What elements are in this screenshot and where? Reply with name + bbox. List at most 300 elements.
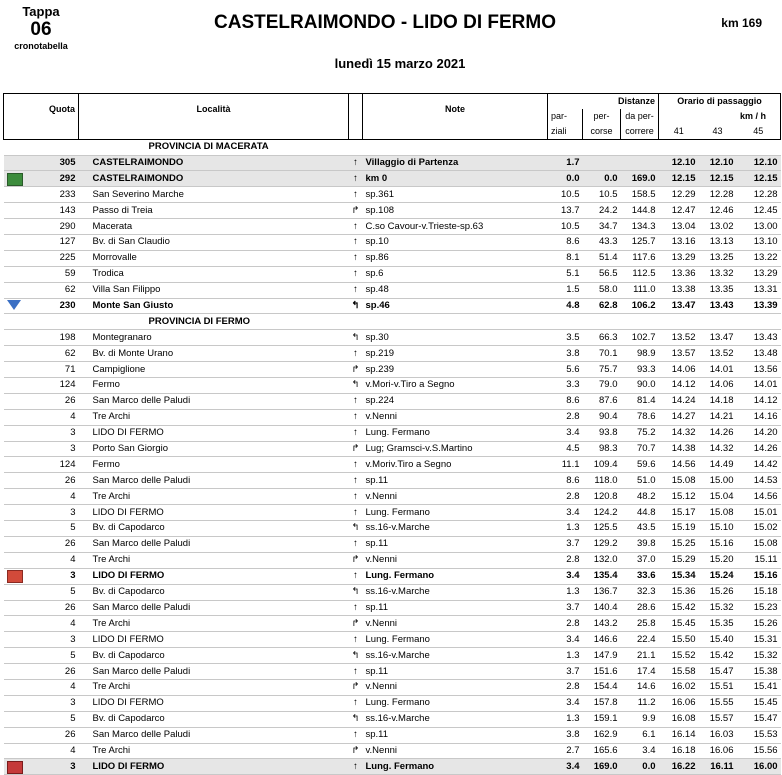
percorse-cell: 140.4 [583,600,621,616]
time-45-cell: 14.12 [737,393,781,409]
table-row [4,489,781,505]
time-43-cell: 15.00 [699,473,737,489]
note-cell: sp.108 [363,203,548,219]
dapercorrere-cell: 111.0 [621,282,659,298]
time-43-cell: 16.11 [699,759,737,775]
quota-cell: 62 [64,284,76,296]
quota-cell: 26 [64,665,76,677]
time-45-cell: 14.42 [737,457,781,473]
time-41-cell: 13.47 [659,298,699,314]
time-45-cell: 14.56 [737,489,781,505]
col-percorse-2: corse [583,124,621,139]
time-45-cell: 14.20 [737,425,781,441]
percorse-cell: 58.0 [583,282,621,298]
direction-icon: ↑ [349,505,363,521]
direction-icon: ↱ [349,362,363,378]
table-row [4,187,781,203]
time-41-cell: 15.52 [659,648,699,664]
direction-icon: ↑ [349,393,363,409]
note-cell: Lung. Fermano [363,505,548,521]
table-row [4,679,781,695]
note-cell: sp.361 [363,187,548,203]
time-43-cell: 14.06 [699,378,737,394]
localita-cell: CASTELRAIMONDO [79,171,349,187]
percorse-cell: 147.9 [583,648,621,664]
time-43-cell: 15.10 [699,521,737,537]
direction-icon: ↑ [349,235,363,251]
table-row [4,441,781,457]
time-43-cell: 13.52 [699,346,737,362]
time-43-cell: 13.32 [699,266,737,282]
quota-cell: 3 [70,427,76,439]
col-speed-45: 45 [737,124,781,139]
table-row [4,648,781,664]
localita-cell: San Marco delle Paludi [79,536,349,552]
note-cell: ss.16-v.Marche [363,584,548,600]
note-cell: C.so Cavour-v.Trieste-sp.63 [363,219,548,235]
percorse-cell: 169.0 [583,759,621,775]
time-43-cell: 13.43 [699,298,737,314]
quota-cell: 26 [64,538,76,550]
localita-cell: Bv. di Monte Urano [79,346,349,362]
localita-cell: Fermo [79,378,349,394]
percorse-cell: 93.8 [583,425,621,441]
localita-cell: Bv. di Capodarco [79,711,349,727]
time-41-cell: 14.38 [659,441,699,457]
time-41-cell: 16.02 [659,679,699,695]
table-row [4,282,781,298]
dapercorrere-cell: 90.0 [621,378,659,394]
dapercorrere-cell: 22.4 [621,632,659,648]
time-41-cell: 15.25 [659,536,699,552]
time-45-cell: 15.23 [737,600,781,616]
percorse-cell: 143.2 [583,616,621,632]
time-41-cell: 15.19 [659,521,699,537]
percorse-cell: 34.7 [583,219,621,235]
note-cell: Lung. Fermano [363,759,548,775]
time-41-cell: 13.04 [659,219,699,235]
direction-icon: ↰ [349,648,363,664]
province-label: PROVINCIA DI FERMO [79,314,781,330]
table-row [4,584,781,600]
note-cell: sp.239 [363,362,548,378]
dapercorrere-cell: 43.5 [621,521,659,537]
localita-cell: Fermo [79,457,349,473]
direction-icon: ↑ [349,536,363,552]
quota-cell: 5 [70,522,76,534]
parziali-cell: 3.5 [548,330,583,346]
time-41-cell: 13.57 [659,346,699,362]
localita-cell: Montegranaro [79,330,349,346]
dapercorrere-cell: 102.7 [621,330,659,346]
table-row [4,266,781,282]
time-45-cell: 13.10 [737,235,781,251]
quota-cell: 4 [70,490,76,502]
table-row [4,235,781,251]
direction-icon: ↑ [349,759,363,775]
time-41-cell: 15.50 [659,632,699,648]
time-41-cell: 14.06 [659,362,699,378]
quota-cell: 127 [59,236,76,248]
col-note: Note [363,94,548,124]
direction-icon: ↑ [349,219,363,235]
dapercorrere-cell: 134.3 [621,219,659,235]
quota-cell: 233 [59,188,76,200]
percorse-cell [583,155,621,171]
dapercorrere-cell: 81.4 [621,393,659,409]
percorse-cell: 66.3 [583,330,621,346]
dapercorrere-cell: 14.6 [621,679,659,695]
time-41-cell: 12.29 [659,187,699,203]
time-45-cell: 13.39 [737,298,781,314]
time-45-cell: 15.18 [737,584,781,600]
parziali-cell: 8.6 [548,393,583,409]
time-45-cell: 13.00 [737,219,781,235]
time-45-cell: 13.56 [737,362,781,378]
time-43-cell: 15.32 [699,600,737,616]
quota-cell: 4 [70,617,76,629]
localita-cell: San Marco delle Paludi [79,600,349,616]
localita-cell: Macerata [79,219,349,235]
note-cell: sp.11 [363,600,548,616]
quota-cell: 4 [70,681,76,693]
localita-cell: LIDO DI FERMO [79,425,349,441]
parziali-cell: 2.8 [548,489,583,505]
localita-cell: LIDO DI FERMO [79,759,349,775]
table-row [4,155,781,171]
localita-cell: Tre Archi [79,489,349,505]
parziali-cell: 4.8 [548,298,583,314]
time-45-cell: 15.26 [737,616,781,632]
note-cell: v.Nenni [363,679,548,695]
percorse-cell: 109.4 [583,457,621,473]
direction-icon: ↑ [349,171,363,187]
direction-icon: ↱ [349,441,363,457]
percorse-cell: 135.4 [583,568,621,584]
localita-cell: CASTELRAIMONDO [79,155,349,171]
parziali-cell: 1.5 [548,282,583,298]
page-title: CASTELRAIMONDO - LIDO DI FERMO [214,12,556,33]
time-45-cell: 14.16 [737,409,781,425]
percorse-cell: 90.4 [583,409,621,425]
direction-icon: ↑ [349,473,363,489]
parziali-cell: 3.8 [548,346,583,362]
quota-cell: 4 [70,554,76,566]
dapercorrere-cell: 169.0 [621,171,659,187]
direction-icon: ↑ [349,187,363,203]
direction-icon: ↑ [349,266,363,282]
direction-icon: ↑ [349,568,363,584]
note-cell: v.Nenni [363,743,548,759]
percorse-cell: 159.1 [583,711,621,727]
time-45-cell: 13.31 [737,282,781,298]
tappa-label: Tappa [22,4,60,19]
dapercorrere-cell: 93.3 [621,362,659,378]
dapercorrere-cell: 6.1 [621,727,659,743]
time-45-cell: 15.53 [737,727,781,743]
time-43-cell: 15.04 [699,489,737,505]
parziali-cell: 10.5 [548,187,583,203]
note-cell: sp.11 [363,727,548,743]
col-parziali-2: ziali [548,124,583,139]
time-45-cell: 13.29 [737,266,781,282]
note-cell: Lung. Fermano [363,425,548,441]
dapercorrere-cell: 33.6 [621,568,659,584]
localita-cell: San Marco delle Paludi [79,393,349,409]
time-43-cell: 14.26 [699,425,737,441]
parziali-cell: 10.5 [548,219,583,235]
note-cell: Lung. Fermano [363,632,548,648]
note-cell: sp.48 [363,282,548,298]
localita-cell: LIDO DI FERMO [79,632,349,648]
table-row [4,250,781,266]
quota-cell: 292 [59,172,76,184]
time-41-cell: 15.08 [659,473,699,489]
col-arrow [349,94,363,124]
time-41-cell: 15.58 [659,664,699,680]
localita-cell: San Marco delle Paludi [79,664,349,680]
dapercorrere-cell: 112.5 [621,266,659,282]
time-41-cell: 15.42 [659,600,699,616]
time-43-cell: 15.35 [699,616,737,632]
parziali-cell: 8.6 [548,473,583,489]
time-45-cell: 14.26 [737,441,781,457]
time-43-cell: 14.21 [699,409,737,425]
direction-icon: ↑ [349,695,363,711]
percorse-cell: 165.6 [583,743,621,759]
quota-cell: 305 [59,157,76,168]
table-row [4,171,781,187]
percorse-cell: 98.3 [583,441,621,457]
parziali-cell: 5.6 [548,362,583,378]
percorse-cell: 87.6 [583,393,621,409]
direction-icon: ↑ [349,727,363,743]
dapercorrere-cell: 28.6 [621,600,659,616]
time-41-cell: 12.47 [659,203,699,219]
quota-cell: 290 [59,220,76,232]
time-43-cell: 15.26 [699,584,737,600]
header-row-1 [4,94,781,109]
time-43-cell: 12.15 [699,171,737,187]
col-quota: Quota [4,94,79,124]
dapercorrere-cell: 98.9 [621,346,659,362]
parziali-cell: 3.4 [548,759,583,775]
localita-cell: Campiglione [79,362,349,378]
province-row [4,139,781,155]
percorse-cell: 62.8 [583,298,621,314]
stage-badge [6,4,76,51]
direction-icon: ↑ [349,409,363,425]
parziali-cell: 2.8 [548,616,583,632]
percorse-cell: 70.1 [583,346,621,362]
cronotabella-label: cronotabella [14,41,68,51]
time-41-cell: 13.16 [659,235,699,251]
note-cell: sp.6 [363,266,548,282]
time-45-cell: 15.32 [737,648,781,664]
direction-icon: ↱ [349,616,363,632]
percorse-cell: 51.4 [583,250,621,266]
time-43-cell: 15.08 [699,505,737,521]
note-cell: v.Nenni [363,552,548,568]
localita-cell: Bv. di Capodarco [79,648,349,664]
time-41-cell: 16.08 [659,711,699,727]
quota-cell: 4 [70,411,76,423]
table-row [4,409,781,425]
note-cell: sp.219 [363,346,548,362]
quota-cell: 3 [70,570,76,582]
parziali-cell: 4.5 [548,441,583,457]
direction-icon: ↑ [349,282,363,298]
col-percorse-1: per- [583,109,621,124]
col-speed-41: 41 [659,124,699,139]
time-45-cell: 15.47 [737,711,781,727]
note-cell: Lug; Gramsci-v.S.Martino [363,441,548,457]
table-row [4,330,781,346]
green-marker-icon [7,173,23,186]
localita-cell: Tre Archi [79,616,349,632]
quota-cell: 26 [64,474,76,486]
parziali-cell: 2.8 [548,679,583,695]
localita-cell: Bv. di Capodarco [79,584,349,600]
percorse-cell: 151.6 [583,664,621,680]
note-cell: sp.10 [363,235,548,251]
note-cell: sp.11 [363,473,548,489]
col-speed-43: 43 [699,124,737,139]
localita-cell: Porto San Giorgio [79,441,349,457]
table-row [4,695,781,711]
direction-icon: ↰ [349,584,363,600]
table-row [4,727,781,743]
quota-cell: 5 [70,586,76,598]
time-45-cell: 15.02 [737,521,781,537]
percorse-cell: 10.5 [583,187,621,203]
time-41-cell: 14.56 [659,457,699,473]
timetable [3,93,781,775]
localita-cell: Bv. di Capodarco [79,521,349,537]
note-cell: ss.16-v.Marche [363,521,548,537]
time-43-cell: 15.20 [699,552,737,568]
localita-cell: Bv. di San Claudio [79,235,349,251]
quota-cell: 198 [59,331,76,343]
localita-cell: Tre Archi [79,743,349,759]
direction-icon: ↰ [349,378,363,394]
table-row [4,552,781,568]
time-41-cell: 15.12 [659,489,699,505]
parziali-cell: 3.7 [548,536,583,552]
parziali-cell: 8.1 [548,250,583,266]
dapercorrere-cell: 39.8 [621,536,659,552]
note-cell: sp.224 [363,393,548,409]
table-row [4,568,781,584]
quota-cell: 3 [70,506,76,518]
time-41-cell: 16.14 [659,727,699,743]
percorse-cell: 0.0 [583,171,621,187]
dapercorrere-cell: 59.6 [621,457,659,473]
time-41-cell: 14.27 [659,409,699,425]
parziali-cell: 3.7 [548,600,583,616]
parziali-cell: 11.1 [548,457,583,473]
table-row [4,711,781,727]
time-41-cell: 15.34 [659,568,699,584]
time-45-cell: 15.56 [737,743,781,759]
direction-icon: ↰ [349,330,363,346]
stage-date: lunedì 15 marzo 2021 [334,56,466,71]
time-45-cell: 13.48 [737,346,781,362]
time-43-cell: 15.16 [699,536,737,552]
province-row [4,314,781,330]
localita-cell: Passo di Treia [79,203,349,219]
localita-cell: LIDO DI FERMO [79,568,349,584]
time-43-cell: 15.47 [699,664,737,680]
time-45-cell: 15.08 [737,536,781,552]
time-43-cell: 14.18 [699,393,737,409]
direction-icon: ↱ [349,203,363,219]
direction-icon: ↑ [349,489,363,505]
province-label: PROVINCIA DI MACERATA [79,139,781,155]
percorse-cell: 146.6 [583,632,621,648]
parziali-cell: 1.3 [548,648,583,664]
stage-distance: km 169 [721,16,762,30]
note-cell: ss.16-v.Marche [363,648,548,664]
col-localita: Località [79,94,349,124]
dapercorrere-cell: 117.6 [621,250,659,266]
time-45-cell: 15.45 [737,695,781,711]
table-row [4,393,781,409]
header-row-3 [4,124,781,139]
table-row [4,425,781,441]
parziali-cell: 3.7 [548,664,583,680]
percorse-cell: 162.9 [583,727,621,743]
direction-icon: ↑ [349,457,363,473]
localita-cell: San Marco delle Paludi [79,473,349,489]
table-row [4,473,781,489]
percorse-cell: 120.8 [583,489,621,505]
dapercorrere-cell: 32.3 [621,584,659,600]
table-row [4,743,781,759]
time-43-cell: 15.24 [699,568,737,584]
time-45-cell: 15.16 [737,568,781,584]
time-43-cell: 16.06 [699,743,737,759]
note-cell: sp.11 [363,536,548,552]
time-41-cell: 14.24 [659,393,699,409]
dapercorrere-cell: 48.2 [621,489,659,505]
dapercorrere-cell: 0.0 [621,759,659,775]
dapercorrere-cell: 21.1 [621,648,659,664]
time-45-cell: 15.38 [737,664,781,680]
percorse-cell: 154.4 [583,679,621,695]
quota-cell: 26 [64,729,76,741]
parziali-cell: 2.8 [548,552,583,568]
time-41-cell: 16.18 [659,743,699,759]
parziali-cell: 3.3 [548,378,583,394]
time-43-cell: 13.02 [699,219,737,235]
time-45-cell: 16.00 [737,759,781,775]
time-45-cell: 12.15 [737,171,781,187]
time-41-cell: 15.36 [659,584,699,600]
quota-cell: 5 [70,713,76,725]
time-43-cell: 15.42 [699,648,737,664]
parziali-cell: 3.4 [548,695,583,711]
localita-cell: Tre Archi [79,409,349,425]
direction-icon: ↑ [349,664,363,680]
direction-icon: ↑ [349,155,363,171]
col-orario: Orario di passaggio [659,94,781,109]
quota-cell: 26 [64,395,76,407]
localita-cell: Villa San Filippo [79,282,349,298]
time-45-cell: 15.11 [737,552,781,568]
percorse-cell: 75.7 [583,362,621,378]
table-row [4,203,781,219]
